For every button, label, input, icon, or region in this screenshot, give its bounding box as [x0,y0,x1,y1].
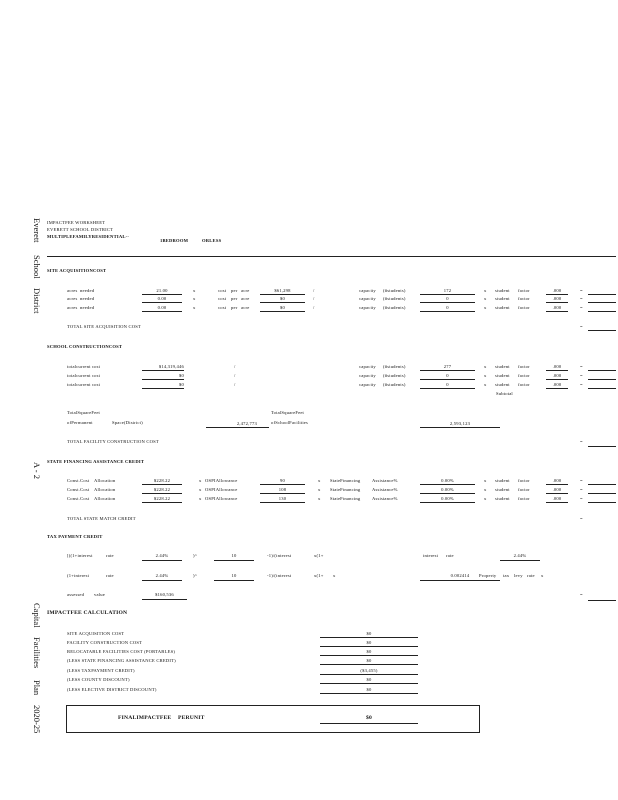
final-fee-value: $0 [366,715,372,721]
state-row-eq: = [580,496,583,501]
impact-title: IMPACTFEE CALCULATION [47,610,128,616]
header-line-2: EVERETT SCHOOL DISTRICT [47,227,114,232]
site-row-acres: 0.00 [157,305,167,310]
state-row-student: student [495,496,510,501]
site-acq-total-eq: = [580,324,583,329]
side-label-school: School [32,255,42,279]
site-row-cost: $61,298 [274,288,291,293]
site-row-capacity-label: capacity [359,288,376,293]
site-row-d: per [231,305,238,310]
tax-r2-rate: 2.44% [155,573,169,578]
state-row-factor-line [546,484,568,485]
impact-line-rule [320,646,418,647]
state-row-result-line [588,493,616,494]
tax-r2-val: 0.002414 [450,573,470,578]
sqft-right-1: TotalSquareFeet [271,410,305,415]
const-row-capacity-line [420,370,475,371]
impact-line-rule [320,683,418,684]
site-row-cost-line [260,302,305,303]
const-row-cost: $0 [179,373,184,378]
tax-r2-i: rate [527,573,535,578]
state-row-result-line [588,484,616,485]
state-fin-total: TOTAL STATE MATCH CREDIT [67,516,136,521]
state-row-pct: 0.00% [441,496,454,501]
site-row-slash: / [313,296,315,301]
site-row-students-label: (#students) [383,288,406,293]
const-row-result-line [588,388,616,389]
tax-r2-c: -1)/(interest [267,573,292,578]
site-row-factor: .000 [552,305,562,310]
state-row-student: student [495,487,510,492]
site-row-student: student [495,296,510,301]
site-row-capacity: 0 [446,305,449,310]
tax-r2-rate-line [142,580,182,581]
const-row-students-label: (#students) [383,373,406,378]
const-row-factor: .000 [552,373,562,378]
const-row-capacity-label: capacity [359,364,376,369]
impact-line-value: $0 [366,649,372,654]
state-row-factor-label: factor [518,487,530,492]
tax-r1-rate2: 2.44% [513,553,527,558]
site-row-c: cost [218,296,227,301]
state-row-ospi-line [260,493,305,494]
site-row-acres-line [142,302,182,303]
site-row-capacity-label: capacity [359,296,376,301]
const-row-capacity: 0 [446,382,449,387]
state-row-factor-line [546,493,568,494]
state-row-result-line [588,502,616,503]
site-row-acres-line [142,311,182,312]
tax-r2-f: Property [479,573,497,578]
const-row-students-label: (#students) [383,382,406,387]
impact-line-value: $0 [366,658,372,663]
side-label-district: District [32,288,42,314]
tax-r1-n-line [214,560,254,561]
site-row-e: acre [241,296,250,301]
state-row-ospi: 108 [278,487,287,492]
site-row-label-a: acres [67,305,78,310]
tax-r2-b: rate [106,573,114,578]
side-label-a2: A - 2 [32,462,42,479]
state-row-allocation: $228.22 [153,496,171,501]
state-row-a: Const.Cost [67,496,90,501]
tax-r1-p: )^ [193,553,198,558]
site-row-factor-label: factor [518,288,530,293]
state-row-x3: x [484,487,487,492]
final-fee-line [320,723,418,724]
state-fin-title: STATE FINANCING ASSISTANCE CREDIT [47,459,145,464]
state-row-d: StateFinancing [330,496,361,501]
site-row-capacity: 172 [443,288,452,293]
state-row-eq: = [580,487,583,492]
state-row-pct: 0.00% [441,487,454,492]
site-row-x2: x [484,296,487,301]
state-row-student: student [495,478,510,483]
sqft-label-2b: Space(District) [112,420,143,425]
impact-line-label: (LESS COUNTY DISCOUNT) [67,677,130,682]
state-row-d: StateFinancing [330,487,361,492]
state-row-allocation-line [142,484,182,485]
state-row-x2: x [318,496,321,501]
const-row-factor-line [546,388,568,389]
side-label-years: 2020-25 [32,705,42,734]
site-row-label-b: needed [80,305,95,310]
const-row-x2: x [484,373,487,378]
site-row-eq: = [580,305,583,310]
site-row-e: acre [241,288,250,293]
final-fee-label-b: PERUNIT [178,715,205,721]
const-row-eq: = [580,373,583,378]
const-row-student: student [495,364,510,369]
state-row-factor-label: factor [518,496,530,501]
tax-r1-r: rate [446,553,454,558]
state-row-factor-label: factor [518,478,530,483]
site-row-capacity: 0 [446,296,449,301]
const-row-capacity: 277 [443,364,452,369]
state-row-x2: x [318,478,321,483]
sqft-line [206,427,269,428]
sqft-label-1: TotalSquareFeet [67,410,101,415]
state-row-pct-line [420,502,475,503]
const-row-cost: $14,319,446 [158,364,184,369]
const-row-capacity: 0 [446,373,449,378]
header-line-3: MULTIPLEFAMILYRESIDENTIAL-- [47,234,130,239]
facility-total-eq: = [580,439,583,444]
state-row-pct-line [420,484,475,485]
impact-line-label: (LESS ELECTIVE DISTRICT DISCOUNT) [67,687,157,692]
state-row-e: Assistance% [372,496,398,501]
side-label-everett: Everett [32,218,42,243]
site-row-student: student [495,305,510,310]
state-row-ospi-line [260,484,305,485]
school-const-title: SCHOOL CONSTRUCTIONCOST [47,344,123,349]
tax-r2-x2: x [541,573,544,578]
tax-total-eq: = [580,592,583,597]
const-row-factor: .000 [552,364,562,369]
site-row-x: x [193,288,196,293]
state-row-factor: .000 [552,487,562,492]
const-row-factor-line [546,370,568,371]
state-row-e: Assistance% [372,478,398,483]
impact-line-label: FACILITY CONSTRUCTION COST [67,640,143,645]
tax-total-line [588,600,616,601]
sqft-right-value: 2,593,123 [449,421,471,426]
site-row-cost-line [260,294,305,295]
site-row-factor: .000 [552,296,562,301]
site-row-x: x [193,296,196,301]
site-row-d: per [231,288,238,293]
site-row-eq: = [580,288,583,293]
assessed-value: $160,536 [155,592,174,597]
tax-r2-e: x(1+ [314,573,324,578]
const-row-capacity-line [420,388,475,389]
tax-r1-rate2-line [500,560,540,561]
const-row-cost: $0 [179,382,184,387]
header-line-3c: ORLESS [202,238,222,243]
site-row-label-a: acres [67,296,78,301]
site-row-result-line [588,294,616,295]
sqft-right-2: ofSchoolFacilities [271,420,309,425]
site-row-capacity-line [420,311,475,312]
state-row-ospi-line [260,502,305,503]
site-row-e: acre [241,305,250,310]
site-row-factor-line [546,294,568,295]
state-row-ospi-label: OSPIAllowance [205,487,238,492]
header-rule [47,256,616,257]
state-row-pct-line [420,493,475,494]
const-row-capacity-label: capacity [359,382,376,387]
const-row-factor-label: factor [518,373,530,378]
impact-line-value: $0 [366,631,372,636]
const-row-factor-label: factor [518,382,530,387]
site-row-acres-line [142,294,182,295]
state-row-x2: x [318,487,321,492]
state-row-eq: = [580,478,583,483]
tax-r1-interest: interest [423,553,439,558]
tax-r2-a: (1+interest [67,573,90,578]
site-row-students-label: (#students) [383,305,406,310]
const-row-capacity-line [420,379,475,380]
impact-line-rule [320,674,418,675]
sqft-value: 2,472,773 [236,421,257,426]
site-row-cost: $0 [280,296,285,301]
site-acq-total-line [588,330,616,331]
state-row-ospi: 90 [280,478,285,483]
const-row-eq: = [580,382,583,387]
site-row-capacity-label: capacity [359,305,376,310]
state-row-a: Const.Cost [67,487,90,492]
impact-line-value: ($3,455) [360,668,378,673]
const-row-result-line [588,370,616,371]
site-row-factor-label: factor [518,296,530,301]
site-row-label-b: needed [80,288,95,293]
tax-r1-a: [((1+interest [67,553,93,558]
state-row-pct: 0.00% [441,478,454,483]
sqft-right-line [420,427,500,428]
const-row-cost-line [142,370,184,371]
site-row-students-label: (#students) [383,296,406,301]
const-row-slash: / [234,382,236,387]
state-row-ospi-label: OSPIAllowance [205,478,238,483]
const-row-factor-line [546,379,568,380]
state-row-a: Const.Cost [67,478,90,483]
site-row-label-b: needed [80,296,95,301]
state-row-allocation: $228.22 [153,478,171,483]
const-row-slash: / [234,373,236,378]
state-row-x: x [199,496,202,501]
state-row-x3: x [484,478,487,483]
assessed-label-b: value [94,592,105,597]
state-row-factor: .000 [552,496,562,501]
site-row-cost-line [260,311,305,312]
site-row-factor: .000 [552,288,562,293]
tax-r2-x: x [333,573,336,578]
tax-r1-e: x(1+ [314,553,324,558]
site-row-slash: / [313,288,315,293]
const-row-label: totalcurrent cost [67,364,101,369]
const-row-slash: / [234,364,236,369]
side-label-facilities: Facilities [32,637,42,669]
site-row-acres: 21.00 [156,288,168,293]
tax-r2-n-line [214,580,254,581]
impact-line-rule [320,664,418,665]
state-row-factor: .000 [552,478,562,483]
facility-total: TOTAL FACILITY CONSTRUCTION COST [67,439,159,444]
site-row-slash: / [313,305,315,310]
site-row-eq: = [580,296,583,301]
tax-r1-n: 10 [231,553,237,558]
tax-r2-g: tax [503,573,510,578]
site-row-factor-line [546,311,568,312]
tax-r2-val-line [420,580,500,581]
header-line-1: IMPACTFEE WORKSHEET [47,220,106,225]
const-row-factor: .000 [552,382,562,387]
site-row-cost: $0 [280,305,285,310]
site-row-factor-label: factor [518,305,530,310]
state-row-x3: x [484,496,487,501]
site-row-capacity-line [420,302,475,303]
impact-line-rule [320,637,418,638]
site-row-x: x [193,305,196,310]
state-row-allocation-line [142,493,182,494]
impact-line-label: (LESS TAXPAYMENT CREDIT) [67,668,135,673]
site-row-result-line [588,302,616,303]
site-row-c: cost [218,288,227,293]
tax-r2-p: )^ [193,573,198,578]
tax-r2-n: 10 [231,573,237,578]
const-row-student: student [495,382,510,387]
site-row-c: cost [218,305,227,310]
header-line-3b: 1BEDROOM [160,238,189,243]
state-row-d: StateFinancing [330,478,361,483]
const-row-capacity-label: capacity [359,373,376,378]
site-row-d: per [231,296,238,301]
const-row-result-line [588,379,616,380]
site-row-acres: 0.00 [157,296,167,301]
impact-line-value: $0 [366,687,372,692]
final-fee-label-a: FINALIMPACTFEE [118,715,172,721]
side-label-plan: Plan [32,680,42,696]
const-row-x2: x [484,364,487,369]
state-row-b: Allocation [94,487,116,492]
site-row-x2: x [484,288,487,293]
const-row-cost-line [142,379,184,380]
state-row-x: x [199,487,202,492]
site-row-factor-line [546,302,568,303]
state-row-factor-line [546,502,568,503]
assessed-label-a: assessed [67,592,85,597]
subtotal-label: Subtotal [496,391,513,396]
const-row-label: totalcurrent cost [67,382,101,387]
const-row-label: totalcurrent cost [67,373,101,378]
const-row-factor-label: factor [518,364,530,369]
tax-r1-rate-line [142,560,182,561]
impact-line-rule [320,655,418,656]
site-row-label-a: acres [67,288,78,293]
site-row-x2: x [484,305,487,310]
site-row-result-line [588,311,616,312]
tax-r2-h: levy [514,573,523,578]
facility-total-line [588,446,616,447]
tax-title: TAX PAYMENT CREDIT [47,534,103,539]
impact-line-value: $0 [366,677,372,682]
state-row-allocation: $228.22 [153,487,171,492]
const-row-student: student [495,373,510,378]
state-row-ospi-label: OSPIAllowance [205,496,238,501]
state-row-b: Allocation [94,496,116,501]
const-row-students-label: (#students) [383,364,406,369]
impact-line-value: $0 [366,640,372,645]
impact-line-label: SITE ACQUISITION COST [67,631,125,636]
site-row-student: student [495,288,510,293]
state-row-ospi: 130 [278,496,287,501]
state-row-e: Assistance% [372,487,398,492]
site-row-capacity-line [420,294,475,295]
state-fin-total-eq: = [580,516,583,521]
const-row-cost-line [142,388,184,389]
impact-line-rule [320,693,418,694]
sqft-label-2a: ofPermanent [67,420,93,425]
site-acq-total: TOTAL SITE ACQUISITION COST [67,324,142,329]
state-row-b: Allocation [94,478,116,483]
const-row-x2: x [484,382,487,387]
state-row-x: x [199,478,202,483]
tax-r1-rate: 2.44% [155,553,169,558]
state-row-allocation-line [142,502,182,503]
const-row-eq: = [580,364,583,369]
site-acq-title: SITE ACQUISITIONCOST [47,268,107,273]
assessed-line [142,599,187,600]
tax-r1-b: rate [106,553,114,558]
side-label-capital: Capital [32,603,42,628]
impact-line-label: (LESS STATE FINANCING ASSISTANCE CREDIT) [67,658,176,663]
impact-line-label: RELOCATABLE FACILITIES COST (PORTABLES) [67,649,176,654]
tax-r1-c: -1)/(interest [267,553,292,558]
